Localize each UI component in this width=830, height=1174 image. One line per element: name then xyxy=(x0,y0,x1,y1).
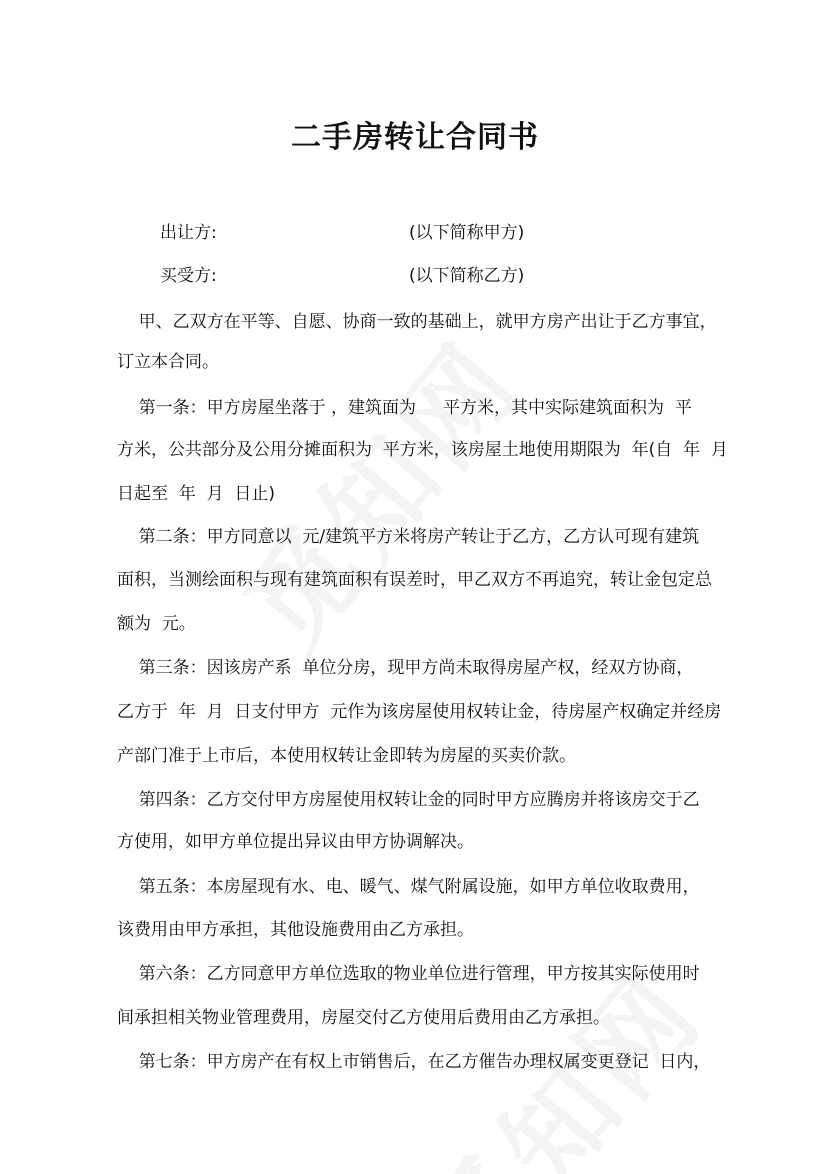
body-line: 订立本合同。 xyxy=(117,352,219,372)
body-line: 甲、乙双方在平等、自愿、协商一致的基础上，就甲方房产出让于乙方事宜， xyxy=(117,312,717,332)
body-line: 第四条：乙方交付甲方房屋使用权转让金的同时甲方应腾房并将该房交于乙 xyxy=(117,790,700,810)
body-line: 第二条：甲方同意以 元/建筑平方米将房产转让于乙方，乙方认可现有建筑 xyxy=(117,527,700,547)
document-title: 二手房转让合同书 xyxy=(291,120,539,155)
body-line: 该费用由甲方承担，其他设施费用由乙方承担。 xyxy=(117,920,474,940)
seller-label: 出让方: xyxy=(160,223,217,243)
body-line: 第五条：本房屋现有水、电、暖气、煤气附属设施，如甲方单位收取费用， xyxy=(117,877,700,897)
body-line: 乙方于 年 月 日支付甲方 元作为该房屋使用权转让金，待房屋产权确定并经房 xyxy=(117,702,722,722)
body-line: 第六条：乙方同意甲方单位选取的物业单位进行管理，甲方按其实际使用时 xyxy=(117,964,700,984)
body-line: 日起至 年 月 日止) xyxy=(117,484,276,504)
body-line: 方使用，如甲方单位提出异议由甲方协调解决。 xyxy=(117,832,474,852)
buyer-note: (以下简称乙方) xyxy=(409,266,525,286)
body-line: 第七条：甲方房产在有权上市销售后，在乙方催告办理权属变更登记 日内， xyxy=(117,1052,711,1072)
body-line: 面积，当测绘面积与现有建筑面积有误差时，甲乙双方不再追究，转让金包定总 xyxy=(117,570,712,590)
seller-note: (以下简称甲方) xyxy=(409,223,525,243)
buyer-label: 买受方: xyxy=(160,266,217,286)
body-line: 第三条：因该房产系 单位分房，现甲方尚未取得房屋产权，经双方协商， xyxy=(117,658,694,678)
body-line: 产部门准于上市后，本使用权转让金即转为房屋的买卖价款。 xyxy=(117,746,576,766)
body-line: 方米，公共部分及公用分摊面积为 平方米，该房屋土地使用期限为 年(自 年 月 xyxy=(117,440,728,460)
body-line: 额为 元。 xyxy=(117,614,196,634)
body-line: 间承担相关物业管理费用，房屋交付乙方使用后费用由乙方承担。 xyxy=(117,1008,610,1028)
body-line: 第一条：甲方房屋坐落于 ，建筑面为 平方米，其中实际建筑面积为 平 xyxy=(117,398,692,418)
